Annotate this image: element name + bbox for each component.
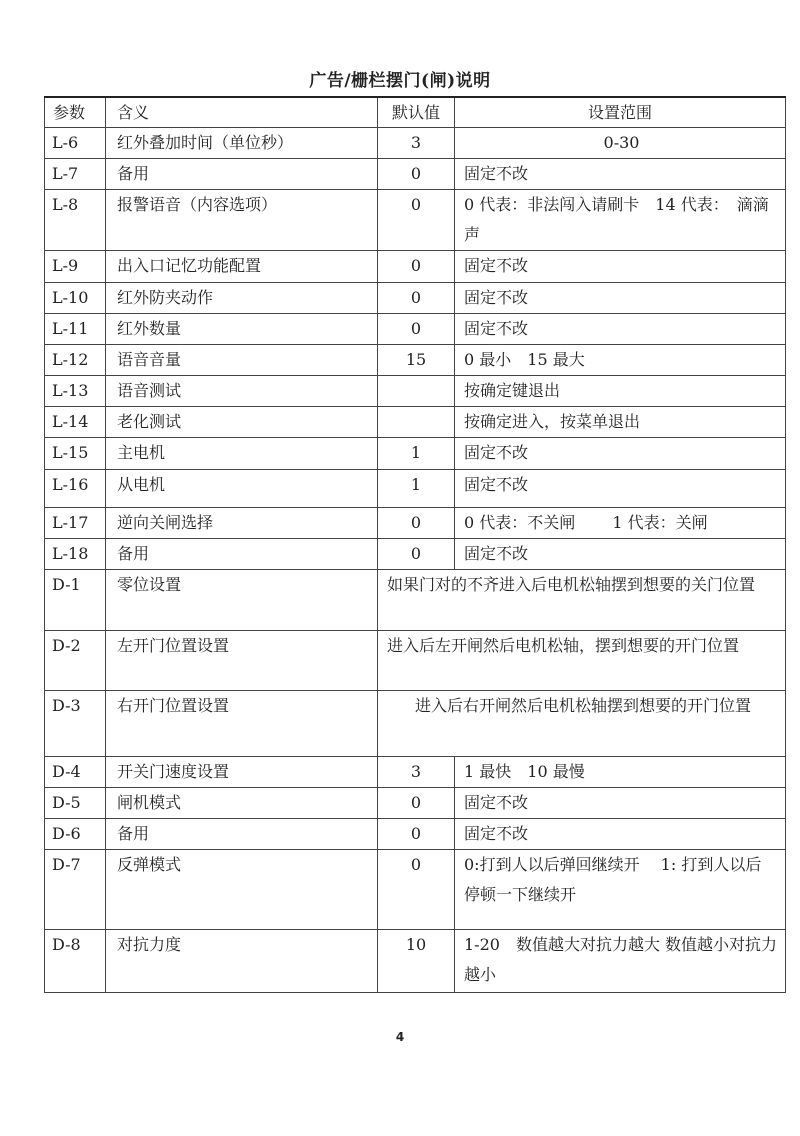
param-meaning-cell: 报警语音（内容选项） [106, 190, 378, 251]
param-default-cell [378, 407, 455, 438]
param-code-cell: D-4 [45, 757, 106, 788]
param-default-cell: 0 [378, 251, 455, 283]
param-range-cell: 1 最快 10 最慢 [455, 757, 786, 788]
table-row [45, 757, 786, 788]
param-default-cell: 0 [378, 788, 455, 819]
param-range-cell: 按确定进入，按菜单退出 [455, 407, 786, 438]
param-meaning-cell: 备用 [106, 159, 378, 190]
param-meaning-cell: 主电机 [106, 438, 378, 470]
param-code-cell: L-12 [45, 345, 106, 376]
table-row [45, 190, 786, 251]
table-row [45, 850, 786, 930]
param-range-cell: 固定不改 [455, 283, 786, 314]
param-meaning-cell: 从电机 [106, 470, 378, 508]
param-range-cell: 固定不改 [455, 438, 786, 470]
param-range-cell: 进入后右开闸然后电机松轴摆到想要的开门位置 [378, 691, 786, 757]
param-code-cell: L-16 [45, 470, 106, 508]
param-meaning-cell: 红外数量 [106, 314, 378, 345]
table-row [45, 438, 786, 470]
param-code-cell: D-6 [45, 819, 106, 850]
param-meaning-cell: 红外防夹动作 [106, 283, 378, 314]
header-default: 默认值 [378, 97, 455, 128]
table-row [45, 470, 786, 508]
param-range-cell: 0 最小 15 最大 [455, 345, 786, 376]
table-row [45, 508, 786, 539]
param-range-cell: 固定不改 [455, 819, 786, 850]
table-body [45, 128, 786, 993]
param-meaning-cell: 右开门位置设置 [106, 691, 378, 757]
param-default-cell: 0 [378, 819, 455, 850]
param-range-cell: 固定不改 [455, 159, 786, 190]
param-meaning-cell: 逆向关闸选择 [106, 508, 378, 539]
param-default-cell: 1 [378, 438, 455, 470]
param-code-cell: L-7 [45, 159, 106, 190]
param-meaning-cell: 老化测试 [106, 407, 378, 438]
param-default-cell: 3 [378, 128, 455, 159]
param-range-cell: 0-30 [455, 128, 786, 159]
param-code-cell: D-1 [45, 570, 106, 631]
param-range-cell: 如果门对的不齐进入后电机松轴摆到想要的关门位置 [378, 570, 786, 631]
param-meaning-cell: 出入口记忆功能配置 [106, 251, 378, 283]
table-row [45, 345, 786, 376]
param-range-cell: 0:打到人以后弹回继续开 1: 打到人以后 停顿一下继续开 [455, 850, 786, 930]
table-row [45, 128, 786, 159]
table-row [45, 570, 786, 631]
param-default-cell: 0 [378, 159, 455, 190]
param-code-cell: D-8 [45, 930, 106, 993]
param-default-cell: 0 [378, 314, 455, 345]
table-row [45, 251, 786, 283]
param-range-cell: 固定不改 [455, 539, 786, 570]
param-default-cell: 0 [378, 508, 455, 539]
param-default-cell: 10 [378, 930, 455, 993]
header-meaning: 含义 [106, 97, 378, 128]
param-range-cell: 进入后左开闸然后电机松轴，摆到想要的开门位置 [378, 631, 786, 691]
param-default-cell: 15 [378, 345, 455, 376]
param-code-cell: L-17 [45, 508, 106, 539]
param-default-cell: 0 [378, 190, 455, 251]
table-row [45, 159, 786, 190]
param-range-cell: 0 代表：不关闸 1 代表：关闸 [455, 508, 786, 539]
param-default-cell: 1 [378, 470, 455, 508]
param-range-cell: 1-20 数值越大对抗力越大 数值越小对抗力越小 [455, 930, 786, 993]
table-row [45, 539, 786, 570]
table-row [45, 283, 786, 314]
param-range-cell: 固定不改 [455, 251, 786, 283]
param-code-cell: D-5 [45, 788, 106, 819]
header-range: 设置范围 [455, 97, 786, 128]
table-row [45, 819, 786, 850]
param-meaning-cell: 备用 [106, 819, 378, 850]
table-row [45, 407, 786, 438]
param-code-cell: L-10 [45, 283, 106, 314]
page-number: 4 [395, 1030, 405, 1044]
table-row [45, 631, 786, 691]
header-param: 参数 [45, 97, 106, 128]
param-code-cell: L-11 [45, 314, 106, 345]
param-range-cell: 固定不改 [455, 470, 786, 508]
table-row [45, 930, 786, 993]
param-range-cell: 固定不改 [455, 788, 786, 819]
table-header-row [45, 97, 786, 128]
param-default-cell: 0 [378, 539, 455, 570]
param-code-cell: L-8 [45, 190, 106, 251]
param-code-cell: L-6 [45, 128, 106, 159]
parameter-table [44, 96, 786, 993]
page-title: 广告/栅栏摆门(闸)说明 [309, 71, 491, 91]
table-row [45, 314, 786, 345]
param-default-cell: 3 [378, 757, 455, 788]
param-range-cell: 固定不改 [455, 314, 786, 345]
param-meaning-cell: 闸机模式 [106, 788, 378, 819]
param-default-cell: 0 [378, 850, 455, 930]
param-range-cell: 按确定键退出 [455, 376, 786, 407]
param-meaning-cell: 语音测试 [106, 376, 378, 407]
param-code-cell: D-3 [45, 691, 106, 757]
param-default-cell: 0 [378, 283, 455, 314]
table-row [45, 691, 786, 757]
param-code-cell: D-7 [45, 850, 106, 930]
param-code-cell: L-15 [45, 438, 106, 470]
param-code-cell: L-14 [45, 407, 106, 438]
param-code-cell: D-2 [45, 631, 106, 691]
param-code-cell: L-13 [45, 376, 106, 407]
param-code-cell: L-9 [45, 251, 106, 283]
param-code-cell: L-18 [45, 539, 106, 570]
param-meaning-cell: 备用 [106, 539, 378, 570]
param-meaning-cell: 反弹模式 [106, 850, 378, 930]
param-meaning-cell: 语音音量 [106, 345, 378, 376]
table-row [45, 788, 786, 819]
param-range-cell: 0 代表：非法闯入请刷卡 14 代表： 滴滴声 [455, 190, 786, 251]
param-meaning-cell: 对抗力度 [106, 930, 378, 993]
param-meaning-cell: 开关门速度设置 [106, 757, 378, 788]
param-meaning-cell: 红外叠加时间（单位秒） [106, 128, 378, 159]
param-default-cell [378, 376, 455, 407]
table-row [45, 376, 786, 407]
param-meaning-cell: 零位设置 [106, 570, 378, 631]
param-meaning-cell: 左开门位置设置 [106, 631, 378, 691]
